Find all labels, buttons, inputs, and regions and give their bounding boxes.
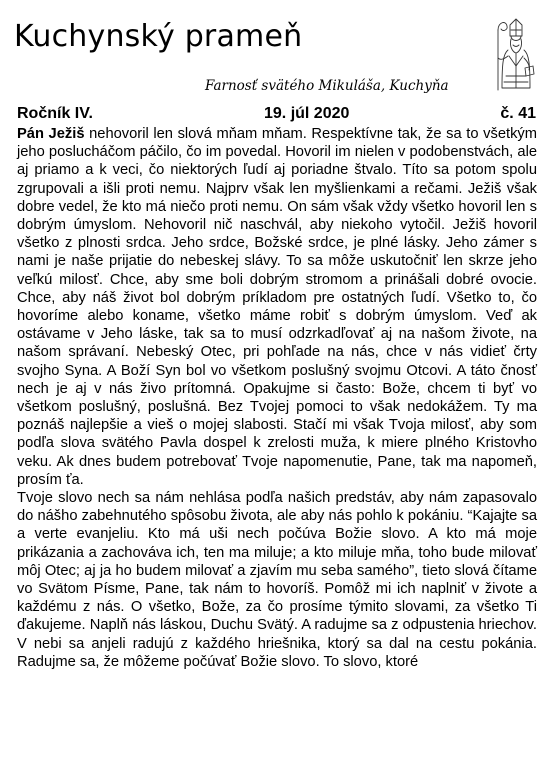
saint-nicholas-bishop-icon [492, 16, 538, 92]
article-paragraph-1-text: nehovoril len slová mňam mňam. Respektívne tak, že sa to všetkým jeho poslucháčom páčilo, čo im povedal. Hovoril im nielen v podobenstvách, ale aj priamo a k veci, čo niektorých ľudí aj poriadne štvalo. Títo sa potom spolu zgrupovali a išli proti nemu. Najprv však len myšlienkami a rečami. Ježiš však dobre vedel, že kto má niečo proti nemu. On sám však vždy všetko hovoril len s dobrým úmyslom. Nehovoril nič naschvál, aby niekoho vytočil. Ježiš hovoril všetko z plnosti srdca. Jeho srdce, Božské srdce, je plné lásky. Jeho zámer s nami je naše prijatie do nebeskej slávy. To sa môže uskutočniť len skrze jeho veľkú milosť. Chce, aby sme boli dobrým stromom a prinášali dobré ovocie. Chce, aby náš život bol dobrým príkladom pre ostatných ľudí. Všetko to, čo hovoríme alebo koname, všetko máme robiť s dobrým úmyslom. Veď ak ostávame v Jeho láske, tak sa to musí odzrkadľovať aj na našom živote, na našom správaní. Nebeský Otec, pri pohľade na nás, chce v nás vidieť črty svojho Syna. A Boží Syn bol vo všetkom poslušný svojmu Otcovi. A táto čnosť nech je aj v nás živo prítomná. Opakujme si často: Bože, chcem ti byť vo všetkom poslušný, poslušná. Bez Tvojej pomoci to však nedokážem. Ty ma poznáš najlepšie a vieš o mojej slabosti. Stačí mi však Tvoja milosť, aby som podľa slova svätého Pavla dospel k zrelosti muža, k miere plného Kristovho veku. Ak dnes budem potrebovať Tvoje napomenutie, Pane, tak ma napomeň, prosím ťa. [17, 126, 537, 488]
issue-volume: Ročník IV. [17, 105, 93, 122]
article-paragraph-2: Tvoje slovo nech sa nám nehlása podľa našich predstáv, aby nám zapasovalo do nášho zabehnutého spôsobu života, ale aby nás pohlo k pokániu. “Kajajte sa a verte evanjeliu. Kto má uši nech počúva Božie slovo. A kto má moje prikázania a zachováva ich, ten ma miluje; a kto miluje mňa, toho bude milovať môj Otec; aj ja ho budem milovať a zjavím mu seba samého”, tieto slová čítame vo Svätom Písme, Pane, tak nám to hovoríš. Pomôž mi ich naplniť v živote a každému z nás. O všetko, Bože, za čo prosíme týmito slovami, za všetko Ti ďakujeme. Naplň nás láskou, Duchu Svätý. A radujme sa z odpustenia hriechov. V nebi sa anjeli radujú z každého hriešnika, ktorý sa dal na cestu pokánia. Radujme sa, že môžeme počúvať Božie slovo. To slovo, ktoré [17, 490, 537, 670]
issue-info-bar [17, 104, 536, 124]
masthead-title: Kuchynský prameň [14, 19, 303, 54]
article-body [17, 125, 537, 671]
article-lead: Pán Ježiš [17, 126, 85, 142]
issue-date: 19. júl 2020 [264, 105, 350, 122]
issue-number: č. 41 [500, 105, 536, 122]
parish-name: Farnosť svätého Mikuláša, Kuchyňa [205, 78, 449, 94]
article-paragraph-1 [17, 125, 537, 489]
